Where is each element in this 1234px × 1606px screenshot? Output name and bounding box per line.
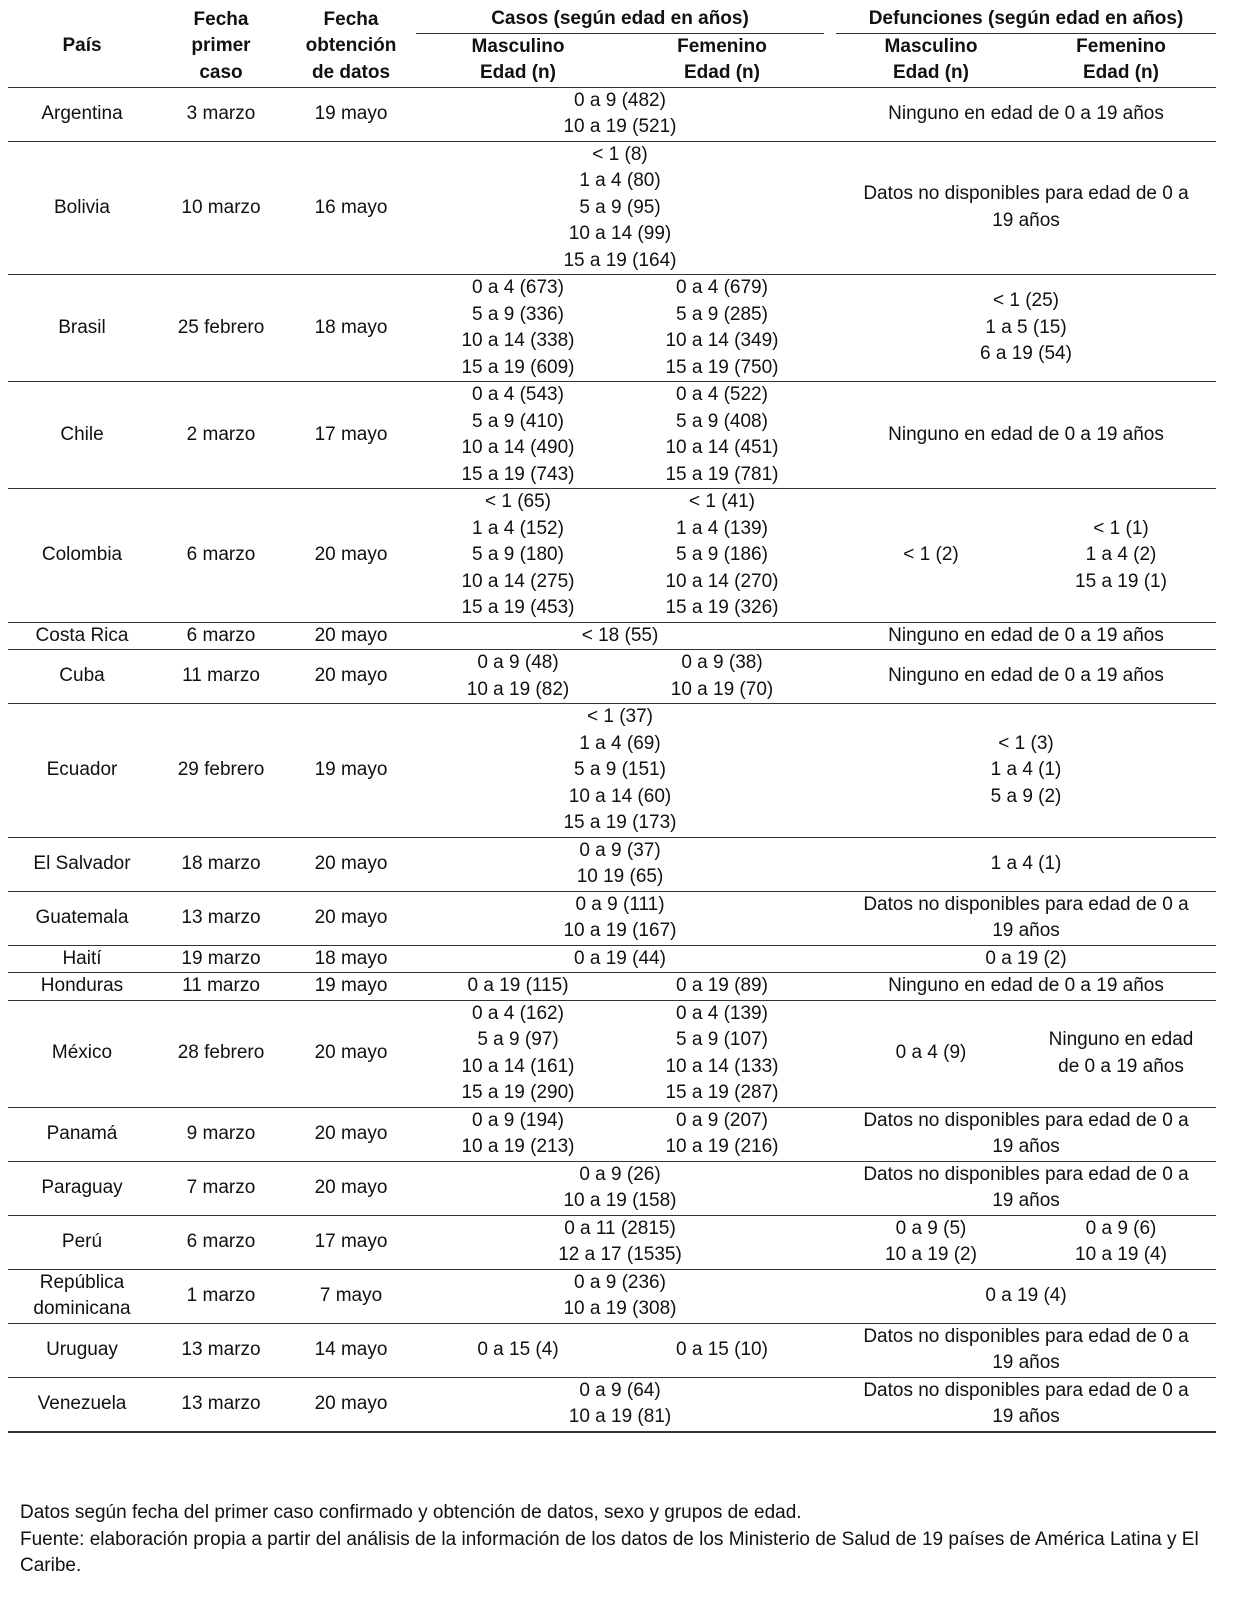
table-row [8,1269,1216,1323]
cell-casos-masculino: 0 a 9 (48) 10 a 19 (82) [466,652,570,700]
cell-fecha-obtencion: 20 mayo [314,1392,388,1414]
cell-fecha-primer-caso: 13 marzo [181,1392,261,1414]
cell-fecha-primer-caso: 3 marzo [186,102,256,124]
cell-gap [824,489,836,623]
cell-defunciones: 0 a 19 (2) [985,947,1067,969]
cell-gap [824,1377,836,1432]
header-fecha-obtencion: Fecha obtención de datos [305,8,397,83]
cell-pais: El Salvador [33,852,131,874]
cell-defunciones-femenino: Ninguno en edad de 0 a 19 años [1048,1029,1194,1077]
cell-gap [824,891,836,945]
cell-pais: Guatemala [35,906,129,928]
cell-pais: Brasil [58,316,106,338]
cell-casos: 0 a 9 (37) 10 19 (65) [576,839,664,887]
cell-gap [824,1323,836,1377]
note-datos: Datos según fecha del primer caso confirmado y obtención de datos, sexo y grupos de edad. [20,1502,802,1523]
cell-casos-masculino: 0 a 19 (115) [467,975,569,996]
cell-fecha-obtencion: 17 mayo [314,1230,388,1252]
cell-defunciones: Ninguno en edad de 0 a 19 años [888,624,1164,646]
table-notes [20,1500,1220,1580]
table-row [8,650,1216,704]
cell-fecha-obtencion: 19 mayo [314,759,388,780]
header-pais: País [62,35,102,56]
cell-defunciones: Datos no disponibles para edad de 0 a 19 años [863,893,1189,941]
cell-fecha-primer-caso: 29 febrero [177,759,265,780]
table-row [8,704,1216,838]
cell-casos: 0 a 19 (44) [574,947,666,969]
header-gap-2 [824,33,836,87]
cell-pais: Haití [62,947,102,969]
table-row [8,1107,1216,1161]
cell-gap [824,275,836,382]
cell-pais: Chile [60,423,104,445]
cell-casos-femenino: < 1 (41) 1 a 4 (139) 5 a 9 (186) 10 a 14 (270) 15 a 19 (326) [665,491,779,618]
cell-fecha-primer-caso: 18 marzo [181,852,261,874]
table-row [8,973,1216,1001]
cell-fecha-obtencion: 14 mayo [314,1338,388,1360]
cell-defunciones: 0 a 19 (4) [985,1284,1067,1306]
cell-fecha-obtencion: 17 mayo [314,423,388,445]
cell-fecha-obtencion: 20 mayo [314,906,388,928]
table-row [8,1323,1216,1377]
cell-pais: Cuba [59,665,105,687]
cell-fecha-obtencion: 20 mayo [314,1176,388,1198]
cell-defunciones: < 1 (25) 1 a 5 (15) 6 a 19 (54) [980,290,1072,365]
cell-fecha-obtencion: 18 mayo [314,316,388,338]
cell-fecha-primer-caso: 1 marzo [186,1284,256,1306]
cell-casos: 0 a 11 (2815) 12 a 17 (1535) [558,1217,682,1265]
table-row [8,87,1216,141]
cell-defunciones: Datos no disponibles para edad de 0 a 19 años [863,183,1189,231]
cell-pais: Colombia [41,544,123,565]
cell-pais: Bolivia [54,196,110,218]
cell-fecha-primer-caso: 28 febrero [177,1042,265,1064]
cell-gap [824,87,836,141]
cell-gap [824,1269,836,1323]
cell-defunciones-masculino: < 1 (2) [903,544,959,565]
table-row [8,1377,1216,1432]
cell-fecha-obtencion: 19 mayo [314,102,388,124]
cell-casos-masculino: 0 a 4 (162) 5 a 9 (97) 10 a 14 (161) 15 a 19 (290) [461,1002,575,1103]
header-defunciones: Defunciones (según edad en años) [836,4,1216,33]
cell-gap [824,973,836,1001]
cell-fecha-primer-caso: 10 marzo [181,196,261,218]
cell-defunciones: Ninguno en edad de 0 a 19 años [888,665,1164,687]
cell-fecha-primer-caso: 6 marzo [186,624,256,646]
table-row [8,382,1216,489]
cell-pais: Costa Rica [35,624,129,646]
cell-gap [824,704,836,838]
cell-fecha-primer-caso: 13 marzo [181,1338,261,1360]
header-fecha-primer-caso: Fecha primer caso [191,8,251,83]
header-def-masculino: Masculino Edad (n) [884,35,978,83]
table-row [8,1161,1216,1215]
cell-defunciones: Datos no disponibles para edad de 0 a 19 años [863,1325,1189,1373]
cell-gap [824,1000,836,1107]
cell-pais: Panamá [46,1122,118,1144]
cell-fecha-primer-caso: 6 marzo [186,544,256,565]
table-row [8,141,1216,275]
cell-fecha-obtencion: 20 mayo [314,624,388,646]
cell-defunciones: Ninguno en edad de 0 a 19 años [888,423,1164,445]
header-def-femenino: Femenino Edad (n) [1076,35,1166,83]
table-row [8,622,1216,650]
cell-casos-masculino: 0 a 9 (194) 10 a 19 (213) [461,1109,575,1157]
cell-casos-masculino: 0 a 4 (673) 5 a 9 (336) 10 a 14 (338) 15 a 19 (609) [461,277,575,378]
cell-fecha-primer-caso: 11 marzo [182,975,260,996]
table-row [8,1000,1216,1107]
cell-pais: Paraguay [41,1176,123,1198]
cell-casos: 0 a 9 (111) 10 a 19 (167) [563,893,677,941]
cell-fecha-obtencion: 20 mayo [314,852,388,874]
cell-gap [824,1107,836,1161]
cell-casos-femenino: 0 a 4 (522) 5 a 9 (408) 10 a 14 (451) 15 a 19 (781) [665,384,779,485]
cell-fecha-obtencion: 18 mayo [314,947,388,969]
header-casos-femenino: Femenino Edad (n) [677,35,767,83]
cell-pais: Honduras [40,975,124,996]
cell-defunciones: 1 a 4 (1) [990,852,1062,874]
cell-defunciones: < 1 (3) 1 a 4 (1) 5 a 9 (2) [990,732,1062,807]
cell-casos-femenino: 0 a 19 (89) [676,975,768,996]
table-row [8,275,1216,382]
table-row [8,1215,1216,1269]
cell-defunciones-masculino: 0 a 9 (5) 10 a 19 (2) [885,1217,977,1265]
cell-pais: Argentina [41,102,123,124]
cell-gap [824,622,836,650]
cell-pais: Venezuela [37,1392,127,1414]
cell-casos: 0 a 9 (64) 10 a 19 (81) [568,1379,672,1427]
header-gap [824,4,836,33]
cell-fecha-obtencion: 20 mayo [314,1122,388,1144]
cell-casos-femenino: 0 a 15 (10) [676,1338,768,1360]
cell-gap [824,1161,836,1215]
cell-casos-femenino: 0 a 9 (207) 10 a 19 (216) [665,1109,779,1157]
cell-gap [824,945,836,973]
cell-fecha-primer-caso: 6 marzo [186,1230,256,1252]
table-row [8,945,1216,973]
table-row [8,891,1216,945]
cell-fecha-primer-caso: 9 marzo [186,1122,256,1144]
cell-casos: < 1 (8) 1 a 4 (80) 5 a 9 (95) 10 a 14 (99) 15 a 19 (164) [563,143,677,271]
cell-casos: 0 a 9 (26) 10 a 19 (158) [563,1163,677,1211]
header-casos-masculino: Masculino Edad (n) [471,35,565,83]
table-body [8,87,1216,1432]
cell-casos: < 1 (37) 1 a 4 (69) 5 a 9 (151) 10 a 14 (60) 15 a 19 (173) [563,706,677,833]
cell-defunciones: Ninguno en edad de 0 a 19 años [888,975,1164,996]
cell-fecha-obtencion: 20 mayo [314,544,388,565]
cell-fecha-primer-caso: 25 febrero [177,316,265,338]
table-row [8,837,1216,891]
cell-fecha-obtencion: 20 mayo [314,1042,388,1064]
cell-defunciones-femenino: < 1 (1) 1 a 4 (2) 15 a 19 (1) [1075,517,1167,592]
cell-casos-masculino: 0 a 15 (4) [477,1338,559,1360]
cell-casos-femenino: 0 a 4 (139) 5 a 9 (107) 10 a 14 (133) 15 a 19 (287) [665,1002,779,1103]
cell-gap [824,1215,836,1269]
cell-casos: < 18 (55) [581,624,659,646]
cell-casos-femenino: 0 a 4 (679) 5 a 9 (285) 10 a 14 (349) 15 a 19 (750) [665,277,779,378]
note-fuente: Fuente: elaboración propia a partir del análisis de la información de los datos de los Ministerio de Salud de 19 países de América Latina y El Caribe. [20,1528,1199,1576]
cell-casos-masculino: < 1 (65) 1 a 4 (152) 5 a 9 (180) 10 a 14 (275) 15 a 19 (453) [461,491,575,618]
cell-gap [824,382,836,489]
covid-children-table [8,4,1216,1433]
cell-defunciones-masculino: 0 a 4 (9) [895,1042,967,1064]
cell-casos: 0 a 9 (482) 10 a 19 (521) [563,89,677,137]
cell-gap [824,650,836,704]
cell-fecha-primer-caso: 13 marzo [181,906,261,928]
cell-pais: República dominicana [33,1271,131,1319]
cell-fecha-obtencion: 16 mayo [314,196,388,218]
cell-fecha-primer-caso: 11 marzo [182,665,260,687]
cell-fecha-obtencion: 7 mayo [319,1284,383,1306]
cell-pais: México [51,1042,113,1064]
header-casos: Casos (según edad en años) [416,4,824,33]
table-row [8,489,1216,623]
cell-casos-femenino: 0 a 9 (38) 10 a 19 (70) [670,652,774,700]
cell-casos-masculino: 0 a 4 (543) 5 a 9 (410) 10 a 14 (490) 15 a 19 (743) [461,384,575,485]
cell-defunciones: Datos no disponibles para edad de 0 a 19 años [863,1379,1189,1427]
cell-defunciones-femenino: 0 a 9 (6) 10 a 19 (4) [1075,1217,1167,1265]
cell-defunciones: Ninguno en edad de 0 a 19 años [888,102,1164,124]
cell-defunciones: Datos no disponibles para edad de 0 a 19 años [863,1109,1189,1157]
cell-gap [824,837,836,891]
cell-fecha-primer-caso: 19 marzo [181,947,261,969]
cell-fecha-obtencion: 20 mayo [314,665,388,687]
cell-gap [824,141,836,275]
cell-fecha-primer-caso: 7 marzo [186,1176,256,1198]
cell-fecha-obtencion: 19 mayo [314,975,388,996]
cell-fecha-primer-caso: 2 marzo [186,423,256,445]
cell-defunciones: Datos no disponibles para edad de 0 a 19 años [863,1163,1189,1211]
cell-pais: Uruguay [46,1338,118,1360]
cell-pais: Perú [61,1230,103,1252]
cell-casos: 0 a 9 (236) 10 a 19 (308) [563,1271,677,1319]
cell-pais: Ecuador [46,759,118,780]
